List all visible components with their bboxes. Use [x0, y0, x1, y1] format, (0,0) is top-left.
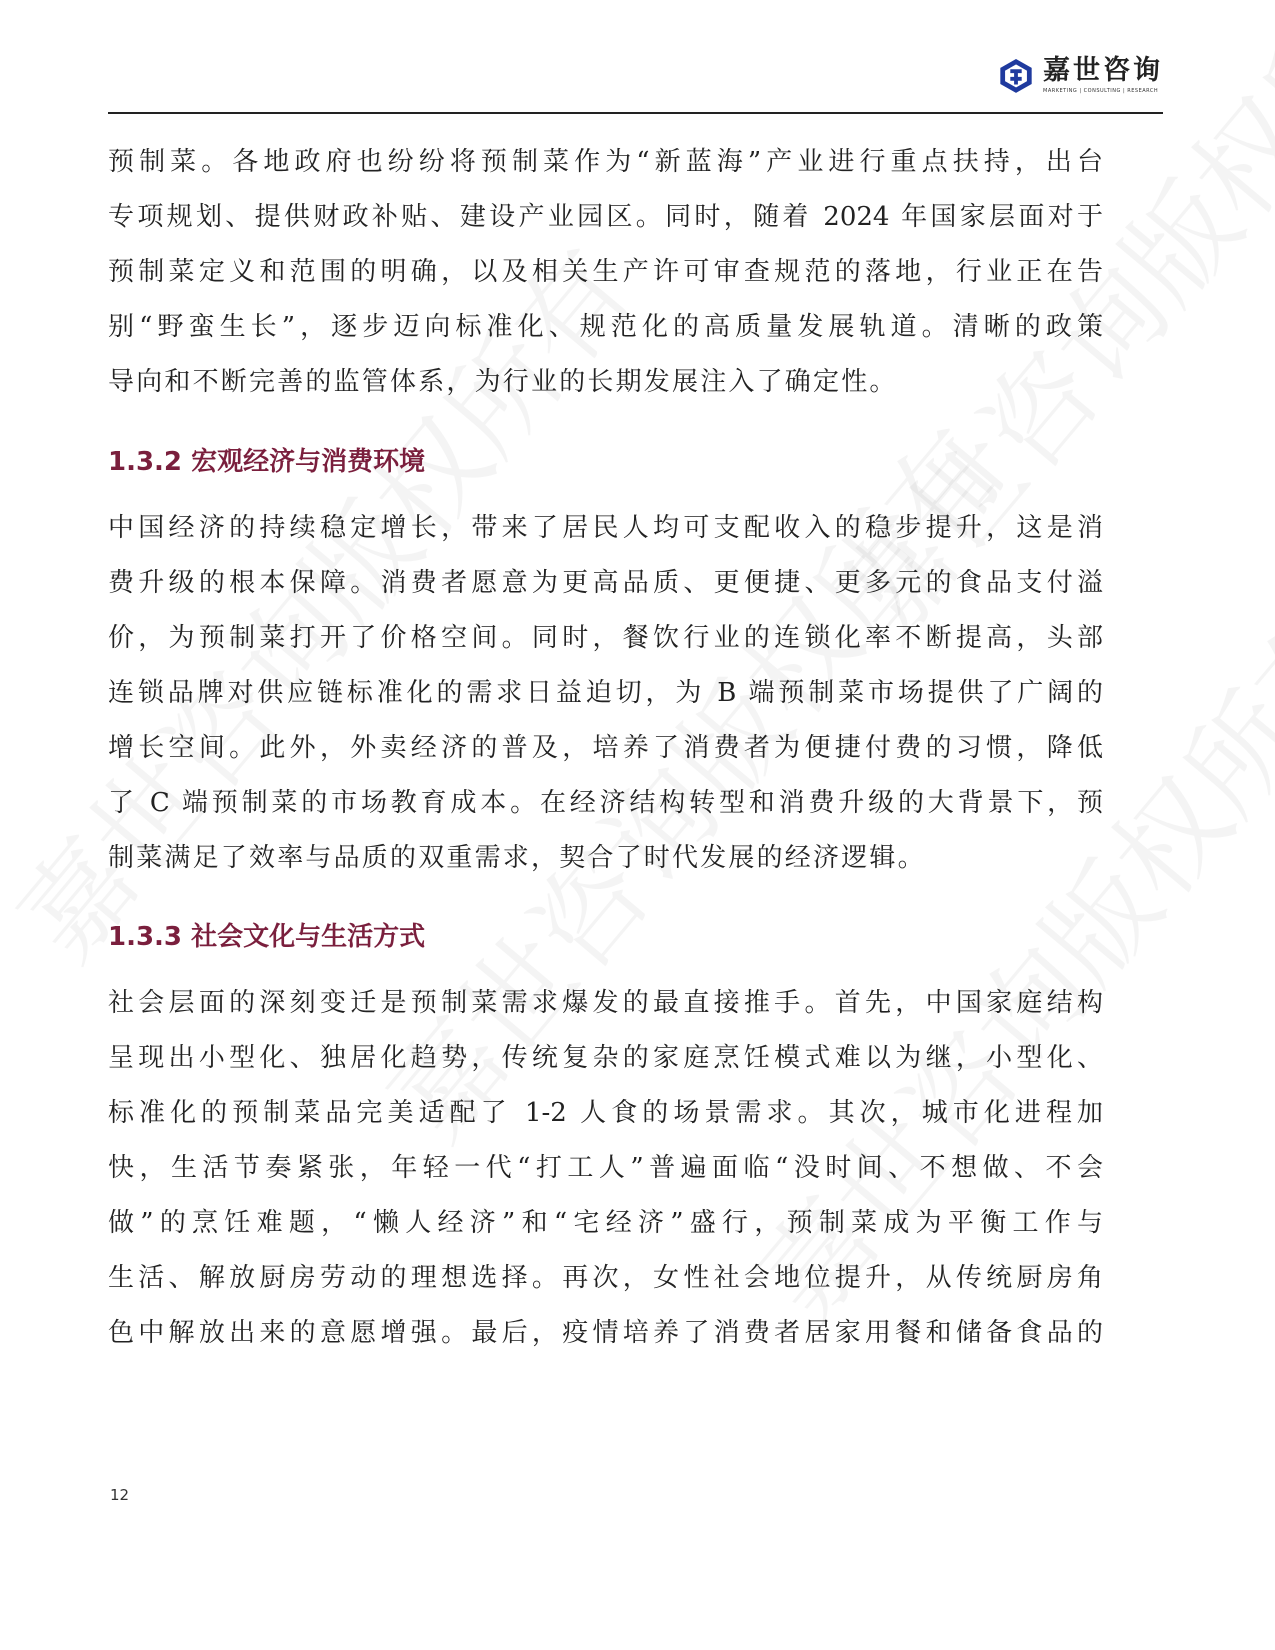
text-line: 快，生活节奏紧张，年轻一代“打工人”普遍面临“没时间、不想做、不会	[108, 1153, 1103, 1183]
section-heading-1-3-2: 1.3.2 宏观经济与消费环境	[108, 447, 426, 477]
text-line: 专项规划、提供财政补贴、建设产业园区。同时，随着 2024 年国家层面对于	[108, 202, 1103, 232]
text-line: 导向和不断完善的监管体系，为行业的长期发展注入了确定性。	[108, 367, 898, 397]
paragraph-1	[108, 135, 1103, 410]
text-line: 呈现出小型化、独居化趋势，传统复杂的家庭烹饪模式难以为继，小型化、	[108, 1043, 1103, 1073]
page-number: 12	[110, 1486, 130, 1504]
text-line: 社会层面的深刻变迁是预制菜需求爆发的最直接推手。首先，中国家庭结构	[108, 988, 1103, 1018]
text-line: 了 C 端预制菜的市场教育成本。在经济结构转型和消费升级的大背景下，预	[108, 788, 1103, 818]
paragraph-2	[108, 501, 1103, 886]
page-header	[108, 40, 1163, 114]
logo-subtitle: MARKETING | CONSULTING | RESEARCH	[1043, 88, 1159, 94]
text-line: 色中解放出来的意愿增强。最后，疫情培养了消费者居家用餐和储备食品的	[108, 1318, 1103, 1348]
text-line: 中国经济的持续稳定增长，带来了居民人均可支配收入的稳步提升，这是消	[108, 513, 1103, 543]
logo-name: 嘉世咨询	[1043, 55, 1163, 86]
text-line: 标准化的预制菜品完美适配了 1-2 人食的场景需求。其次，城市化进程加	[108, 1098, 1103, 1128]
text-line: 费升级的根本保障。消费者愿意为更高品质、更便捷、更多元的食品支付溢	[108, 568, 1103, 598]
logo	[997, 56, 1163, 94]
logo-mark-icon	[997, 56, 1035, 94]
text-line: 价，为预制菜打开了价格空间。同时，餐饮行业的连锁化率不断提高，头部	[108, 623, 1103, 653]
text-line: 别“野蛮生长”，逐步迈向标准化、规范化的高质量发展轨道。清晰的政策	[108, 312, 1103, 342]
paragraph-3	[108, 976, 1103, 1361]
section-heading-1-3-3: 1.3.3 社会文化与生活方式	[108, 922, 426, 952]
text-line: 增长空间。此外，外卖经济的普及，培养了消费者为便捷付费的习惯，降低	[108, 733, 1103, 763]
text-line: 预制菜。各地政府也纷纷将预制菜作为“新蓝海”产业进行重点扶持，出台	[108, 147, 1103, 177]
text-line: 连锁品牌对供应链标准化的需求日益迫切，为 B 端预制菜市场提供了广阔的	[108, 678, 1103, 708]
text-line: 生活、解放厨房劳动的理想选择。再次，女性社会地位提升，从传统厨房角	[108, 1263, 1103, 1293]
text-line: 预制菜定义和范围的明确，以及相关生产许可审查规范的落地，行业正在告	[108, 257, 1103, 287]
text-line: 做”的烹饪难题，“懒人经济”和“宅经济”盛行，预制菜成为平衡工作与	[108, 1208, 1103, 1238]
text-line: 制菜满足了效率与品质的双重需求，契合了时代发展的经济逻辑。	[108, 843, 926, 873]
